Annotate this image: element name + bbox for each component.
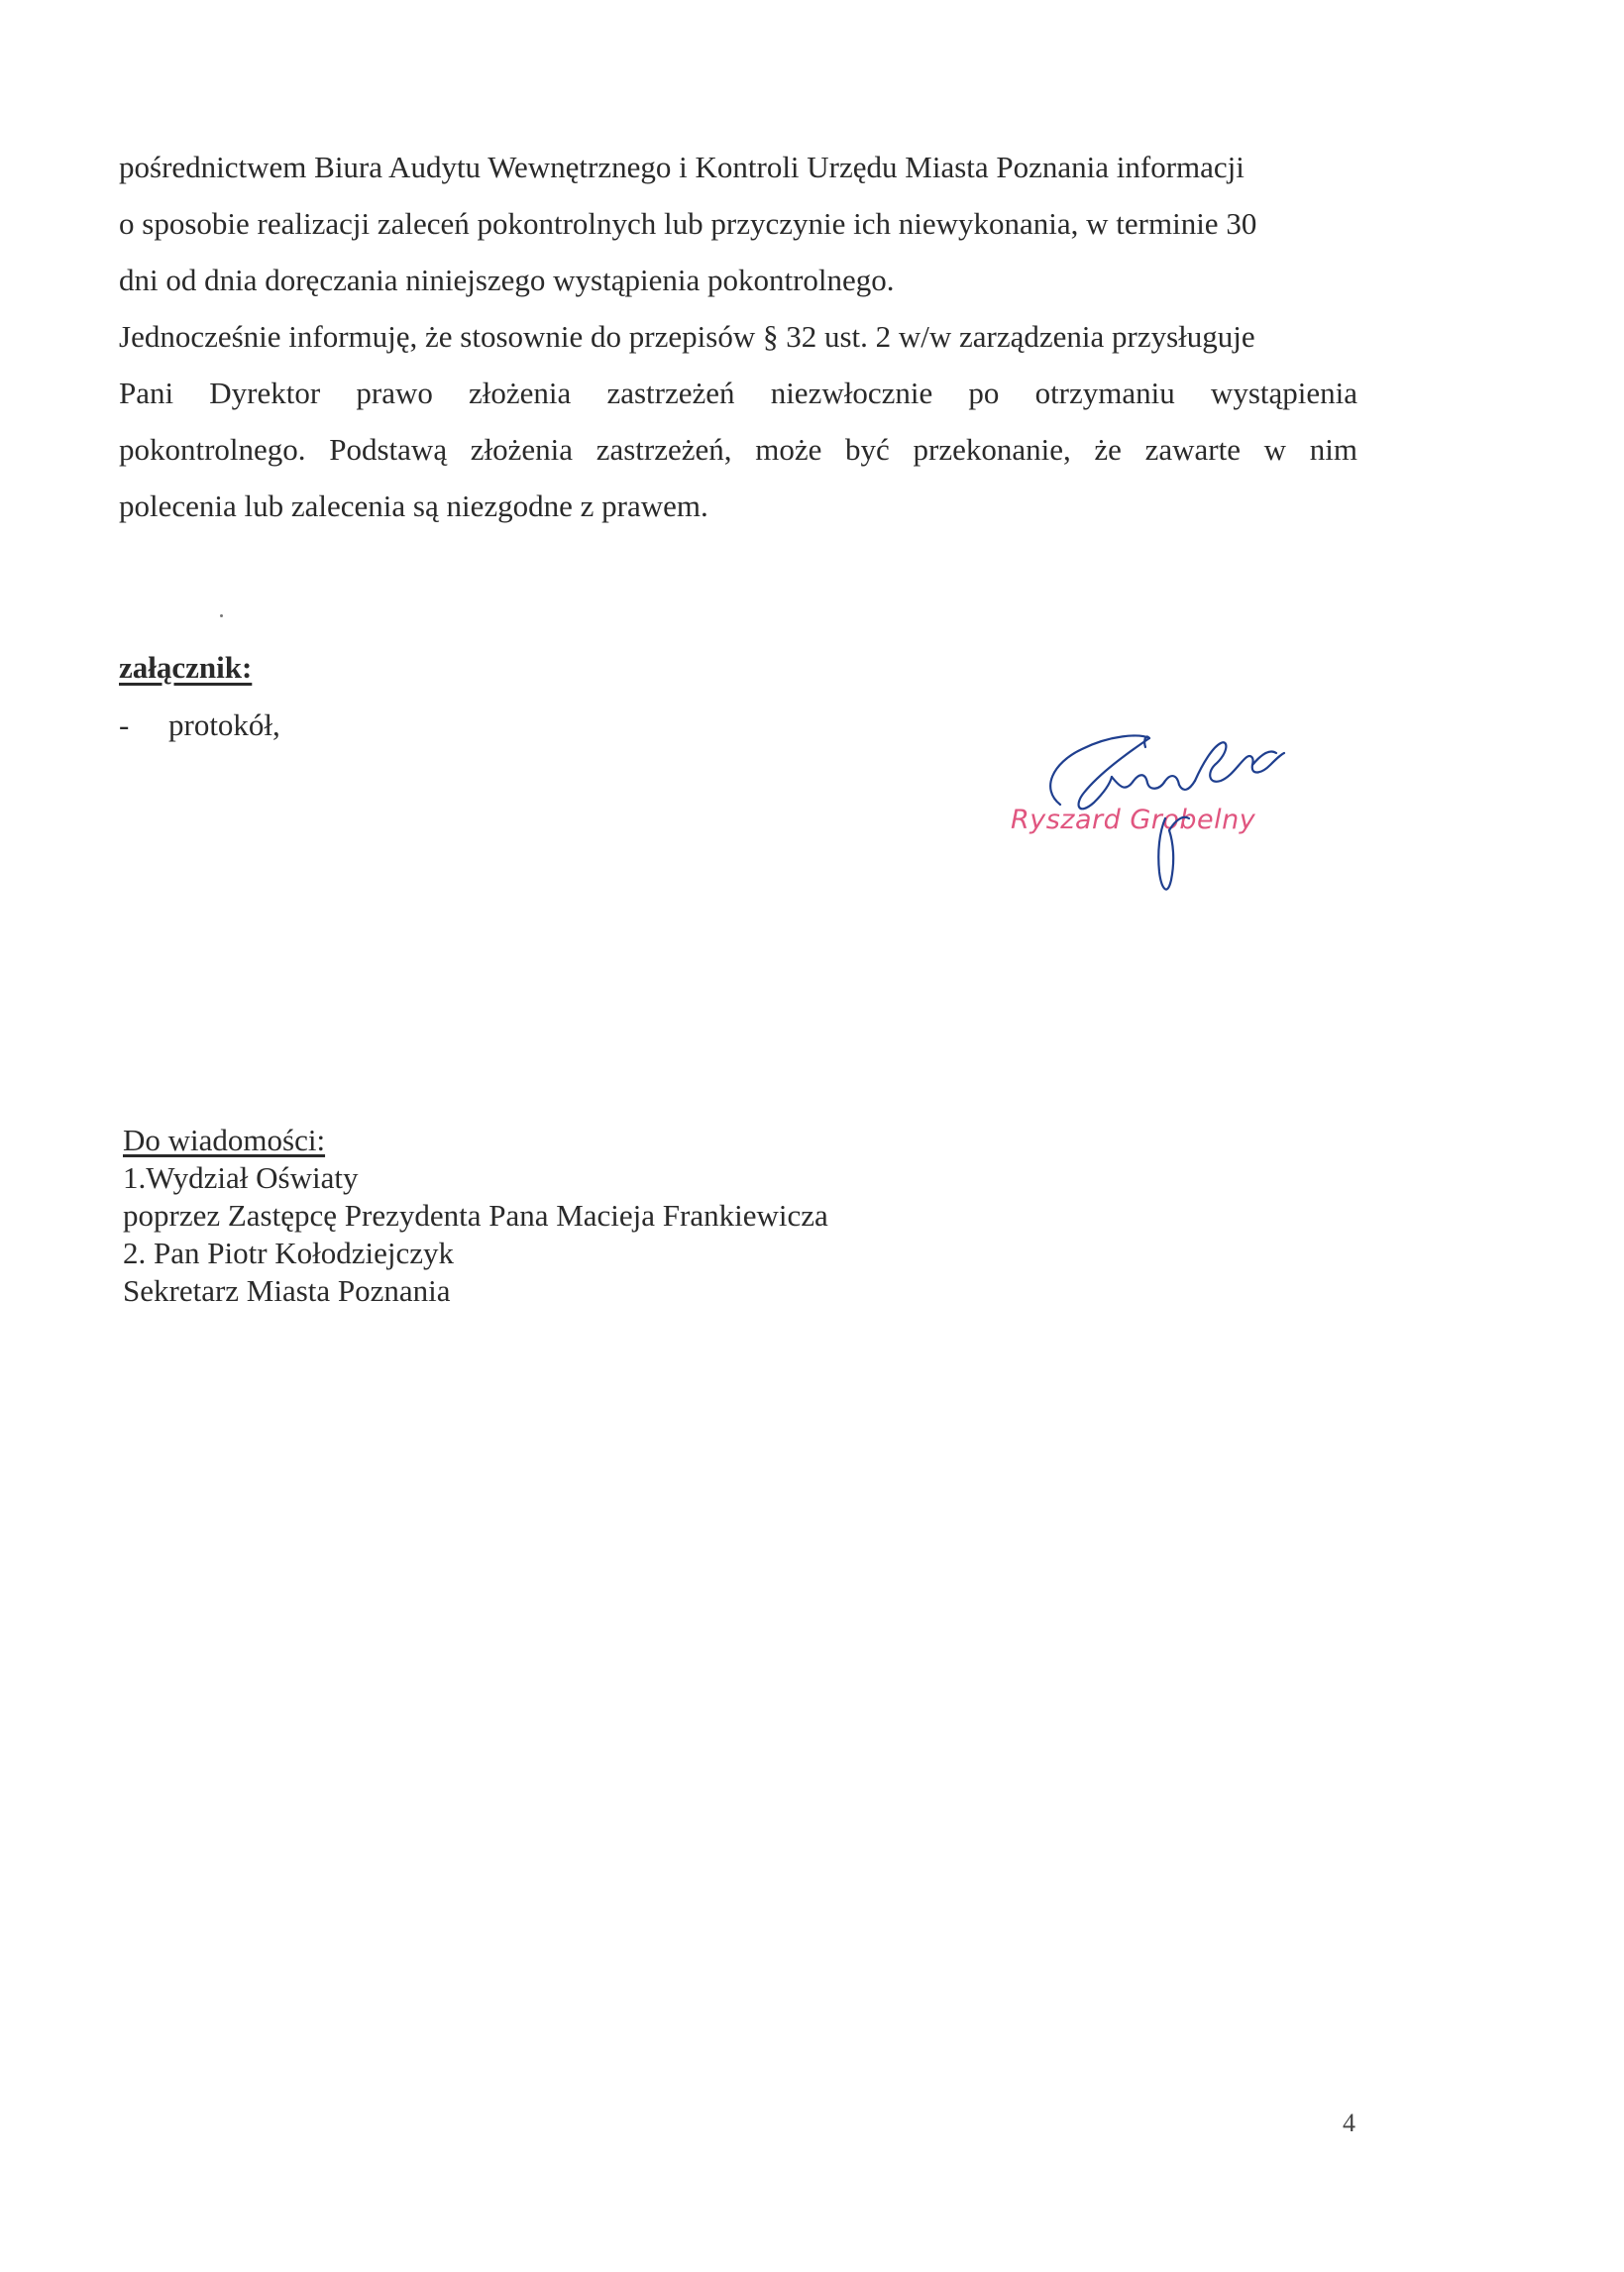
paragraph-line: dni od dnia doręczania niniejszego wystąpienia pokontrolnego.: [119, 263, 895, 297]
attachment-item: [119, 707, 280, 743]
signature-block: [1001, 694, 1298, 931]
page-number: 4: [1343, 2109, 1355, 2137]
paragraph-line: pośrednictwem Biura Audytu Wewnętrznego i Kontroli Urzędu Miasta Poznania informacji: [119, 150, 1245, 184]
attachment-item-label: protokół,: [168, 707, 280, 742]
cc-heading: Do wiadomości:: [123, 1123, 326, 1157]
handwritten-signature-icon: [1001, 694, 1298, 931]
paragraph-line: pokontrolnego. Podstawą złożenia zastrzeżeń, może być przekonanie, że zawarte w nim: [119, 432, 1357, 467]
scan-speck: [220, 614, 223, 617]
list-dash: -: [119, 707, 130, 742]
cc-line: 1.Wydział Oświaty: [123, 1160, 359, 1195]
cc-line: poprzez Zastępcę Prezydenta Pana Macieja Frankiewicza: [123, 1198, 828, 1233]
cc-line: 2. Pan Piotr Kołodziejczyk: [123, 1236, 455, 1270]
name-stamp: Ryszard Grobelny: [1011, 805, 1256, 835]
paragraph-line: o sposobie realizacji zaleceń pokontrolnych lub przyczynie ich niewykonania, w terminie 30: [119, 206, 1257, 241]
cc-line: Sekretarz Miasta Poznania: [123, 1273, 451, 1308]
paragraph-line: Pani Dyrektor prawo złożenia zastrzeżeń niezwłocznie po otrzymaniu wystąpienia: [119, 376, 1357, 410]
paragraph-line: polecenia lub zalecenia są niezgodne z prawem.: [119, 488, 708, 523]
paragraph-line: Jednocześnie informuję, że stosownie do przepisów § 32 ust. 2 w/w zarządzenia przysługuje: [119, 319, 1255, 354]
body-text: [119, 139, 1357, 534]
attachment-heading: załącznik:: [119, 650, 253, 685]
cc-block: [123, 1122, 828, 1310]
